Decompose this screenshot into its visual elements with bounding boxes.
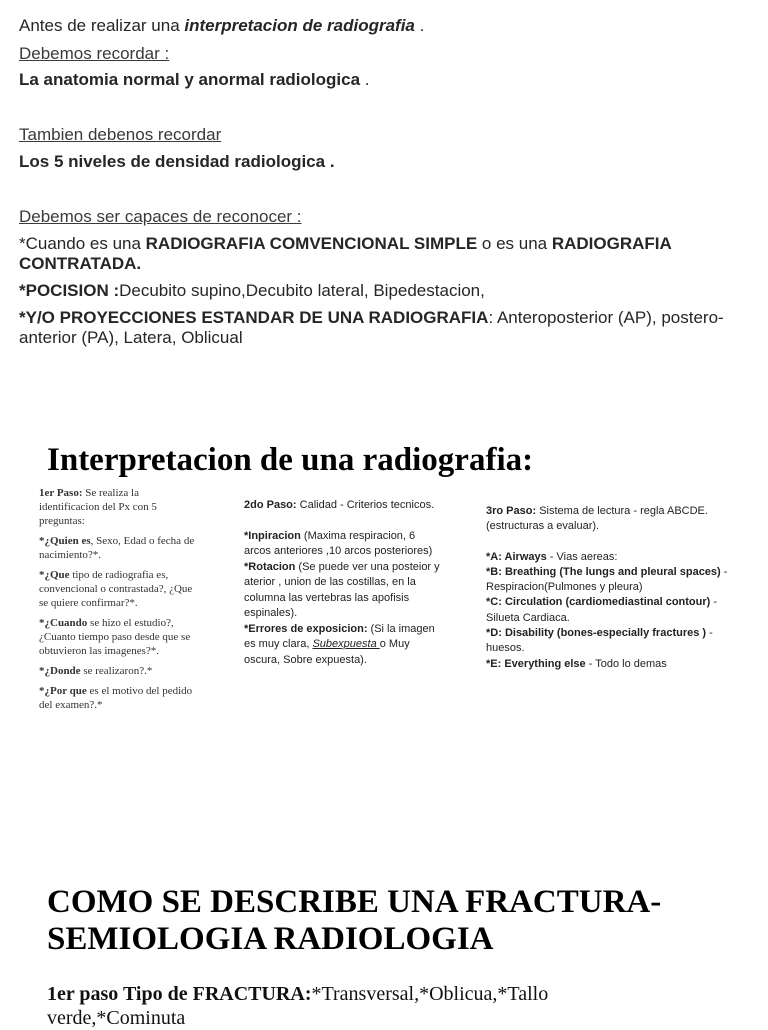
abcde-item-b [486,565,736,596]
abcde-a-label: *A: Airways [486,550,547,563]
step1-item-bold: *¿Por que [39,685,87,697]
fractura-step [47,982,647,1030]
errores-text: (Si la imagen es muy clara, [244,622,435,650]
fractura-step-label: 1er paso Tipo de FRACTURA: [47,983,312,1005]
abcde-b-label: *B: Breathing (The lungs and pleural spaces) [486,565,721,578]
step1-item-bold: *¿Donde [39,665,81,677]
subexpuesta-text: Subexpuesta [312,638,380,650]
type-text-c: o es una [477,234,552,253]
anatomy-line [19,70,370,90]
slide3-title [47,884,747,958]
posicion-values: Decubito supino,Decubito lateral, Bipedestacion, [119,281,485,300]
errores-text-2: o Muy oscura, Sobre expuesta). [244,638,410,666]
rotacion-label: *Rotacion [244,560,296,573]
density-bold: Los 5 niveles de densidad radiologica . [19,152,335,171]
step1-item-text: es el motivo del pedido del examen?.* [39,685,193,711]
subheading-tambien: Tambien debenos recordar [19,125,222,144]
abcde-d-label: *D: Disability (bones-especially fractures ) [486,627,707,640]
density-line [19,152,335,172]
step3-column [486,504,736,672]
abcde-item-d [486,626,736,657]
step1-item-text: , Sexo, Edad o fecha de nacimiento?*. [39,535,195,561]
fractura-step-text: *Transversal,*Oblicua,*Tallo verde,*Cominuta [47,983,549,1029]
step3-text: Sistema de lectura - regla ABCDE. (estructuras a evaluar). [486,505,708,533]
step3-label: 3ro Paso: [486,505,537,517]
anatomy-period: . [360,70,370,89]
step1-column [39,486,199,718]
step1-item [39,664,199,678]
posicion-label: *POCISION : [19,281,120,300]
slide2-title [47,440,533,480]
inpiracion-label: *Inpiracion [244,529,301,542]
subheading-recordar: Debemos recordar : [19,44,170,63]
intro-emphasis: interpretacion de radiografia [184,16,415,35]
step3-heading [486,504,736,535]
errores-item [244,622,444,669]
proyecciones-values: : Anteroposterior (AP), postero-anterior (PA), Latera, Oblicual [19,308,724,347]
step1-item-text: se realizaron?.* [80,665,153,677]
inpiracion-item [244,529,444,560]
abcde-item-e [486,657,736,672]
errores-label: *Errores de exposicion: [244,622,368,635]
proyecciones-label: *Y/O PROYECCIONES ESTANDAR DE UNA RADIOGRAFIA [19,308,489,327]
abcde-item-a [486,550,736,565]
subheading-reconocer: Debemos ser capaces de reconocer : [19,207,302,226]
abcde-c-label: *C: Circulation (cardiomediastinal contour) [486,596,711,609]
inpiracion-text: (Maxima respiracion, 6 arcos anteriores ,10 arcos posteriores) [244,529,433,557]
step1-item-text: Se realiza la identificacion del Px con 5 preguntas: [39,487,157,527]
step2-heading [244,498,444,514]
step1-item [39,568,199,610]
step1-item-bold: *¿Que [39,569,70,581]
rotacion-item [244,560,444,622]
step2-column [244,498,444,668]
step1-item [39,684,199,712]
abcde-item-c [486,595,736,626]
step1-item [39,534,199,562]
intro-period: . [414,16,425,35]
type-bold-contrastada: RADIOGRAFIA CONTRATADA. [19,234,672,273]
abcde-e-label: *E: Everything else [486,657,586,670]
step1-item [39,486,199,528]
step2-text: Calidad - Criterios tecnicos. [296,499,435,511]
abcde-c-text: - Silueta Cardiaca. [486,596,718,624]
rotacion-text: (Se puede ver una posteior y aterior , union de las costillas, en la columna las vertebras las apofisis espinales). [244,560,440,619]
step1-item [39,616,199,658]
abcde-b-text: - Respiracion(Pulmones y pleura) [486,565,728,594]
intro-line [19,16,424,36]
type-bold-simple: RADIOGRAFIA COMVENCIONAL SIMPLE [145,234,478,253]
step2-label: 2do Paso: [244,499,297,511]
step1-item-bold: *¿Cuando [39,617,88,629]
posicion-line [19,281,485,301]
intro-text: Antes de realizar una [19,16,185,35]
step1-item-bold: 1er Paso: [39,487,83,499]
radiografia-type-line [19,234,749,274]
slide2-title-text: Interpretacion de una radiografia: [47,442,534,478]
step1-item-bold: *¿Quien es [39,535,91,547]
abcde-e-text: - Todo lo demas [585,657,667,670]
step1-item-text: tipo de radiografia es, convencional o contrastada?, ¿Que se quiere confirmar?*. [39,569,193,609]
abcde-a-text: - Vias aereas: [546,550,618,563]
abcde-d-text: - huesos. [486,627,713,655]
type-text-a: *Cuando es una [19,234,146,253]
slide3-title-text: COMO SE DESCRIBE UNA FRACTURA-SEMIOLOGIA RADIOLOGIA [47,884,662,957]
anatomy-bold: La anatomia normal y anormal radiologica [19,70,361,89]
proyecciones-line [19,308,749,348]
step1-item-text: se hizo el estudio?, ¿Cuanto tiempo paso desde que se obtuvieron las imagenes?*. [39,617,191,657]
